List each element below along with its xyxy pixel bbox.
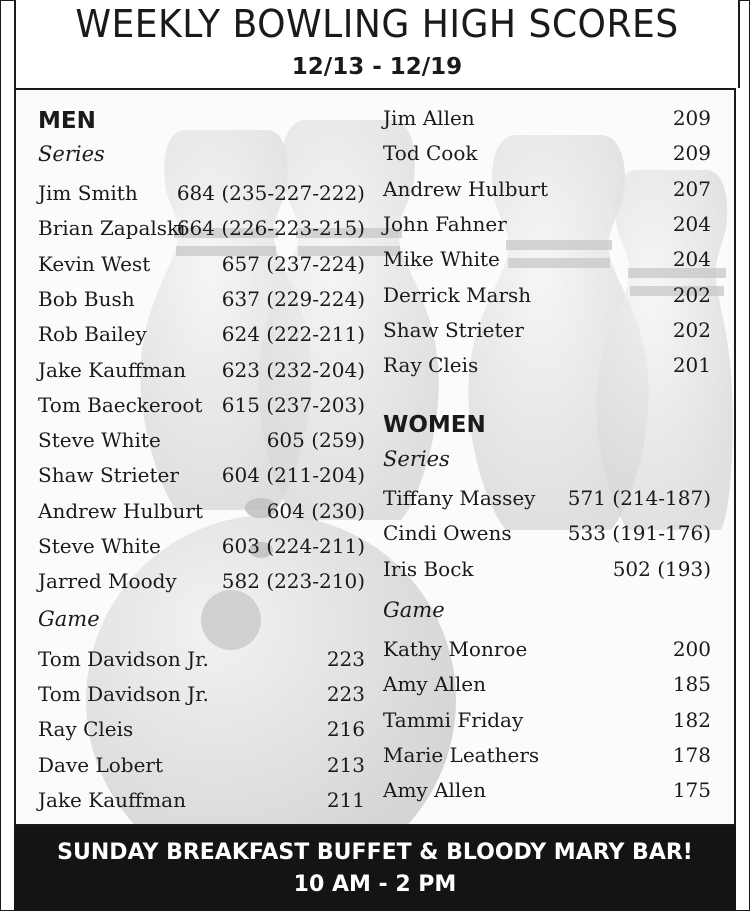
bowler-score: 200 [672, 637, 711, 661]
women-game-label: Game [383, 598, 445, 622]
bowler-name: Rob Bailey [38, 322, 147, 347]
bowler-name: Amy Allen [383, 672, 487, 697]
promo-hours: 10 AM - 2 PM [293, 872, 457, 897]
bowler-score: 664 (226-223-215) [176, 216, 365, 241]
score-row [383, 243, 711, 275]
score-row [38, 283, 365, 315]
score-row [38, 424, 365, 456]
score-row [38, 248, 365, 280]
bowler-name: Andrew Hulburt [38, 498, 203, 523]
bowler-name: Kevin West [38, 251, 151, 276]
bowler-name: Brian Zapalski [38, 216, 186, 241]
score-row [38, 354, 365, 386]
score-row [383, 102, 711, 134]
bowler-name: Tiffany Massey [383, 486, 536, 510]
bowler-name: Kathy Monroe [383, 637, 528, 661]
score-row [383, 279, 711, 311]
score-row [38, 749, 365, 781]
bowler-name: Jim Smith [38, 181, 138, 205]
bowler-score: 178 [672, 742, 711, 767]
bowler-name: Mike White [383, 247, 500, 272]
bowler-name: Tom Davidson Jr. [38, 647, 209, 671]
score-row [383, 633, 711, 665]
score-row [38, 678, 365, 710]
score-row [38, 459, 365, 491]
score-row [38, 318, 365, 350]
bowler-score: 209 [672, 106, 711, 130]
score-row [38, 643, 365, 675]
bowler-name: Ray Cleis [383, 353, 479, 378]
bowler-name: Dave Lobert [38, 752, 164, 777]
bowler-name: Jim Allen [383, 106, 475, 130]
bowler-score: 223 [326, 682, 365, 707]
bowler-name: Tom Davidson Jr. [38, 682, 209, 707]
men-heading: MEN [38, 108, 96, 134]
bowler-score: 604 (211-204) [221, 463, 365, 488]
score-row [38, 212, 365, 244]
bowler-name: Tod Cook [383, 141, 478, 166]
bowler-name: Shaw Strieter [383, 317, 524, 342]
bowler-score: 216 [326, 717, 365, 742]
bowler-score: 624 (222-211) [221, 322, 365, 347]
bowler-score: 502 (193) [612, 556, 711, 581]
footer-banner [14, 826, 736, 911]
bowler-score: 603 (224-211) [221, 534, 365, 558]
score-row [383, 739, 711, 771]
score-row [383, 314, 711, 346]
bowler-score: 202 [672, 317, 711, 342]
bowler-score: 605 (259) [266, 428, 365, 453]
bowler-score: 533 (191-176) [567, 521, 711, 546]
bowler-score: 204 [672, 247, 711, 272]
bowler-score: 582 (223-210) [221, 569, 365, 594]
bowler-score: 657 (237-224) [221, 251, 365, 276]
bowler-name: Iris Bock [383, 556, 474, 581]
bowler-score: 213 [326, 752, 365, 777]
score-row [383, 774, 711, 806]
bowler-score: 571 (214-187) [567, 486, 711, 510]
bowler-name: Ray Cleis [38, 717, 134, 742]
bowler-score: 615 (237-203) [221, 392, 365, 417]
bowler-name: Marie Leathers [383, 742, 540, 767]
score-row [383, 137, 711, 169]
bowler-score: 223 [326, 647, 365, 671]
bowler-name: Bob Bush [38, 286, 135, 311]
bowler-name: Amy Allen [383, 778, 487, 803]
bowler-name: Steve White [38, 534, 161, 558]
score-row [383, 482, 711, 514]
bowler-score: 211 [326, 787, 365, 812]
score-row [383, 349, 711, 381]
bowler-score: 684 (235-227-222) [176, 181, 365, 205]
score-row [38, 530, 365, 562]
women-series-label: Series [383, 447, 450, 471]
bowler-score: 637 (229-224) [221, 286, 365, 311]
bowler-name: John Fahner [383, 211, 507, 236]
bowler-name: Jake Kauffman [38, 787, 186, 812]
bowler-name: Shaw Strieter [38, 463, 179, 488]
bowler-name: Derrick Marsh [383, 282, 532, 307]
bowler-score: 204 [672, 211, 711, 236]
score-row [38, 713, 365, 745]
score-row [383, 553, 711, 585]
bowler-score: 175 [672, 778, 711, 803]
score-row [383, 173, 711, 205]
men-game-label: Game [38, 607, 100, 631]
bowler-score: 604 (230) [266, 498, 365, 523]
scores-panel [14, 88, 736, 826]
promo-line: SUNDAY BREAKFAST BUFFET & BLOODY MARY BAR! [57, 840, 693, 865]
bowler-name: Tom Baeckeroot [38, 392, 203, 417]
bowler-score: 202 [672, 282, 711, 307]
score-row [383, 704, 711, 736]
bowler-name: Andrew Hulburt [383, 176, 548, 201]
bowler-score: 185 [672, 672, 711, 697]
bowler-score: 209 [672, 141, 711, 166]
score-row [38, 565, 365, 597]
bowler-score: 201 [672, 353, 711, 378]
bowler-score: 207 [672, 176, 711, 201]
bowler-score: 182 [672, 707, 711, 732]
bowler-name: Steve White [38, 428, 161, 453]
score-row [38, 389, 365, 421]
bowler-name: Tammi Friday [383, 707, 524, 732]
bowler-name: Jake Kauffman [38, 357, 186, 382]
bowler-name: Cindi Owens [383, 521, 512, 546]
score-row [38, 495, 365, 527]
bowler-score: 623 (232-204) [221, 357, 365, 382]
date-range: 12/13 - 12/19 [291, 54, 463, 80]
bowler-name: Jarred Moody [38, 569, 177, 594]
header [14, 0, 740, 88]
score-row [38, 177, 365, 209]
score-row [38, 784, 365, 816]
men-series-label: Series [38, 142, 105, 166]
score-row [383, 517, 711, 549]
women-heading: WOMEN [383, 412, 486, 438]
score-row [383, 668, 711, 700]
score-row [383, 208, 711, 240]
page-title: WEEKLY BOWLING HIGH SCORES [75, 2, 679, 46]
